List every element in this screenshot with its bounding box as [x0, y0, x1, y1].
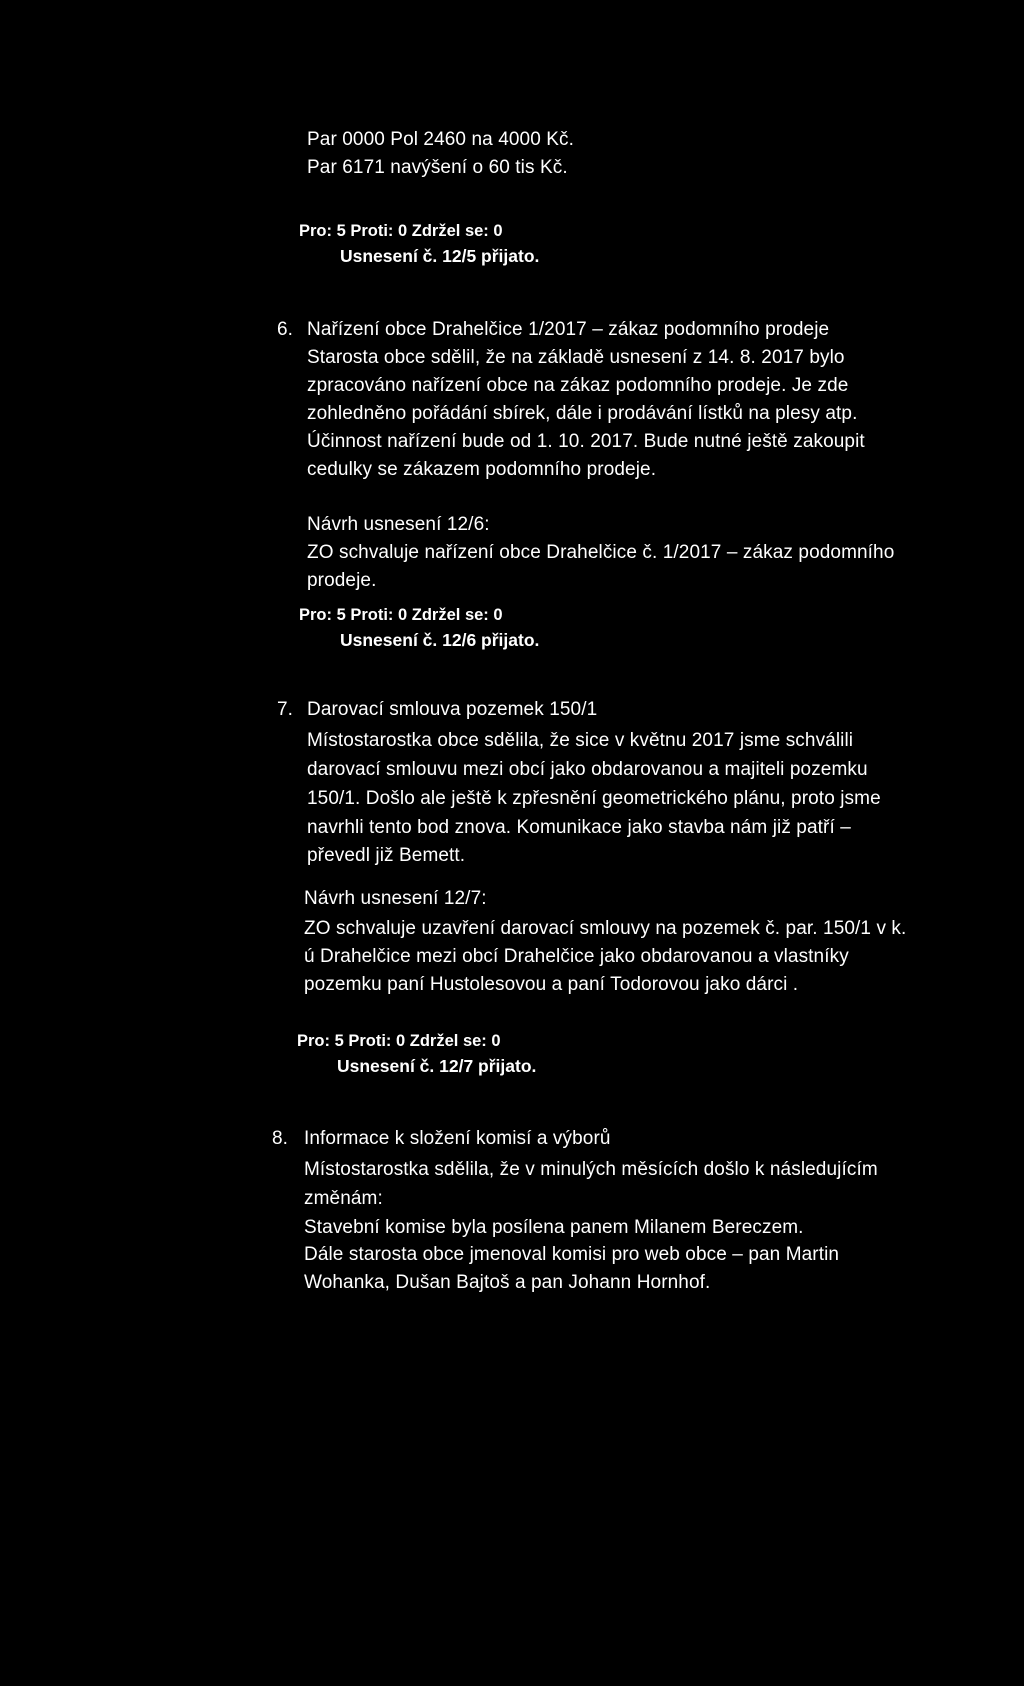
item-7-body-line: 150/1. Došlo ale ještě k zpřesnění geometrického plánu, proto jsme	[307, 788, 881, 809]
item-6-body-line: cedulky se zákazem podomního prodeje.	[307, 459, 657, 480]
item-8-title: Informace k složení komisí a výborů	[304, 1128, 611, 1149]
item-8-body-line: Místostarostka sdělila, že v minulých měsících došlo k následujícím	[304, 1159, 878, 1180]
item-8-number: 8.	[272, 1128, 288, 1149]
item-7-proposal-line: ZO schvaluje uzavření darovací smlouvy na pozemek č. par. 150/1 v k.	[304, 918, 907, 939]
item-6-proposal-line: prodeje.	[307, 570, 377, 591]
vote-tally-12-6: Pro: 5 Proti: 0 Zdržel se: 0	[299, 606, 503, 624]
vote-tally-12-5: Pro: 5 Proti: 0 Zdržel se: 0	[299, 222, 503, 240]
budget-line-1: Par 0000 Pol 2460 na 4000 Kč.	[307, 129, 574, 150]
item-7-body-line: navrhli tento bod znova. Komunikace jako stavba nám již patří –	[307, 817, 851, 838]
resolution-12-6: Usnesení č. 12/6 přijato.	[340, 630, 540, 650]
item-6-body-line: zpracováno nařízení obce na zákaz podomního prodeje. Je zde	[307, 375, 849, 396]
resolution-12-5: Usnesení č. 12/5 přijato.	[340, 246, 540, 266]
item-6-proposal-line: ZO schvaluje nařízení obce Drahelčice č. 1/2017 – zákaz podomního	[307, 542, 895, 563]
item-8-body-line: Stavební komise byla posílena panem Milanem Bereczem.	[304, 1217, 804, 1238]
resolution-12-7: Usnesení č. 12/7 přijato.	[337, 1056, 537, 1076]
item-7-title: Darovací smlouva pozemek 150/1	[307, 699, 598, 720]
item-7-proposal-line: ú Drahelčice mezi obcí Drahelčice jako obdarovanou a vlastníky	[304, 946, 849, 967]
item-8-body-line: změnám:	[304, 1188, 383, 1209]
item-7-proposal-line: pozemku paní Hustolesovou a paní Todorovou jako dárci .	[304, 974, 799, 995]
item-6-body-line: zohledněno pořádání sbírek, dále i prodávání lístků na plesy atp.	[307, 403, 858, 424]
item-7-number: 7.	[277, 699, 293, 720]
vote-tally-12-7: Pro: 5 Proti: 0 Zdržel se: 0	[297, 1032, 501, 1050]
budget-line-2: Par 6171 navýšení o 60 tis Kč.	[307, 157, 568, 178]
item-6-title: Nařízení obce Drahelčice 1/2017 – zákaz podomního prodeje	[307, 319, 830, 340]
item-7-body-line: Místostarostka obce sdělila, že sice v květnu 2017 jsme schválili	[307, 730, 854, 751]
item-6-body-line: Starosta obce sdělil, že na základě usnesení z 14. 8. 2017 bylo	[307, 347, 845, 368]
item-7-body-line: darovací smlouvu mezi obcí jako obdarovanou a majiteli pozemku	[307, 759, 868, 780]
item-8-body-line: Dále starosta obce jmenoval komisi pro web obce – pan Martin	[304, 1244, 840, 1265]
item-6-number: 6.	[277, 319, 293, 340]
item-8-body-line: Wohanka, Dušan Bajtoš a pan Johann Hornhof.	[304, 1272, 711, 1293]
item-6-proposal-label: Návrh usnesení 12/6:	[307, 514, 490, 535]
item-6-body-line: Účinnost nařízení bude od 1. 10. 2017. Bude nutné ještě zakoupit	[307, 431, 865, 452]
item-7-body-line: převedl již Bemett.	[307, 845, 466, 866]
item-7-proposal-label: Návrh usnesení 12/7:	[304, 888, 487, 909]
